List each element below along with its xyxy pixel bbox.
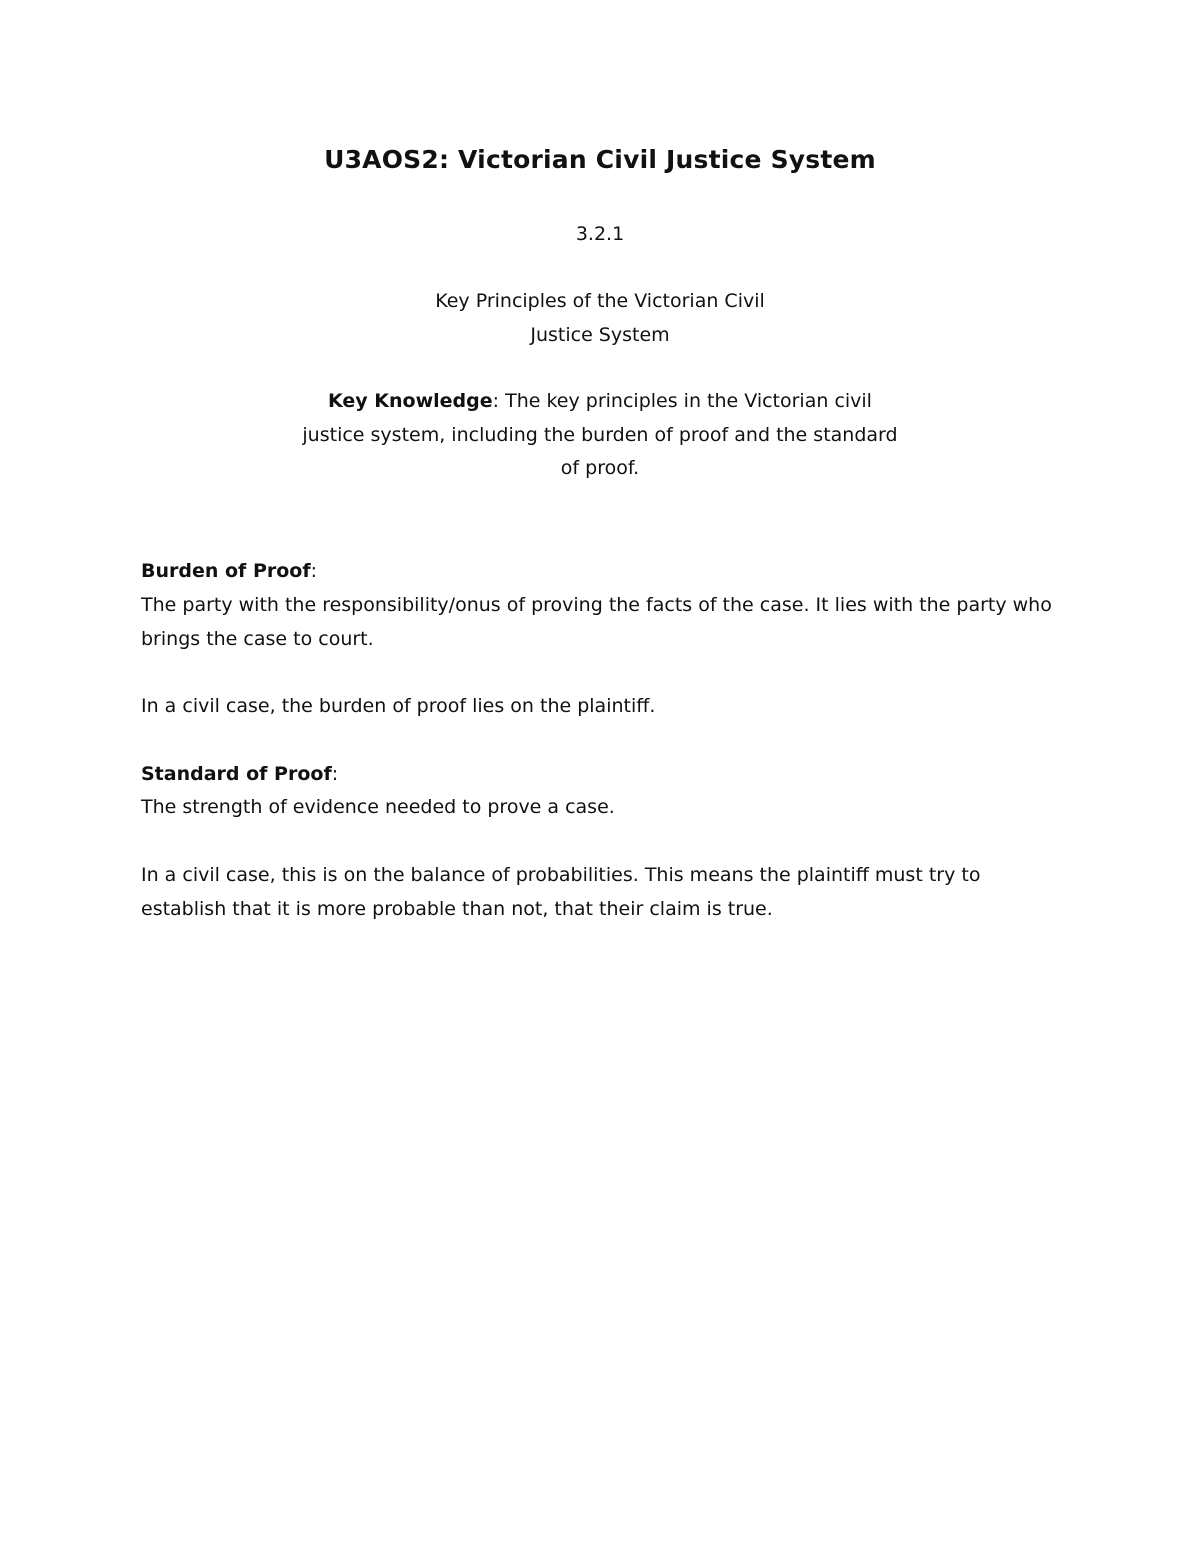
key-knowledge-block — [0, 385, 1200, 486]
subtitle-line: Justice System — [530, 323, 670, 346]
burden-heading-text: Burden of Proof — [141, 560, 311, 582]
document-title: U3AOS2: Victorian Civil Justice System — [324, 145, 876, 174]
key-knowledge-line: justice system, including the burden of proof and the standard — [302, 423, 898, 446]
burden-of-proof-definition: The party with the responsibility/onus of proving the facts of the case. It lies with the party who brings the case to court. — [141, 594, 1052, 650]
subtitle-line: Key Principles of the Victorian Civil — [435, 290, 765, 312]
standard-of-proof-civil-case: In a civil case, this is on the balance of probabilities. This means the plaintiff must try to establish that it is more probable than not, that their claim is true. — [141, 864, 981, 920]
standard-of-proof-definition: The strength of evidence needed to prove a case. — [141, 796, 615, 818]
section-number: 3.2.1 — [575, 223, 625, 245]
key-knowledge-colon: : — [492, 390, 500, 412]
burden-heading-colon: : — [310, 560, 318, 582]
key-knowledge-label: Key Knowledge — [328, 390, 493, 412]
standard-heading-text: Standard of Proof — [141, 763, 332, 785]
burden-of-proof-civil-case: In a civil case, the burden of proof lies on the plaintiff. — [141, 695, 656, 717]
standard-of-proof-heading — [141, 758, 1061, 792]
key-knowledge-line — [0, 385, 1200, 419]
key-knowledge-text: The key principles in the Victorian civil — [499, 390, 872, 412]
section-subtitle — [0, 285, 1200, 352]
standard-heading-colon: : — [331, 763, 339, 785]
key-knowledge-line: of proof. — [560, 457, 640, 479]
burden-of-proof-heading — [141, 555, 1061, 589]
